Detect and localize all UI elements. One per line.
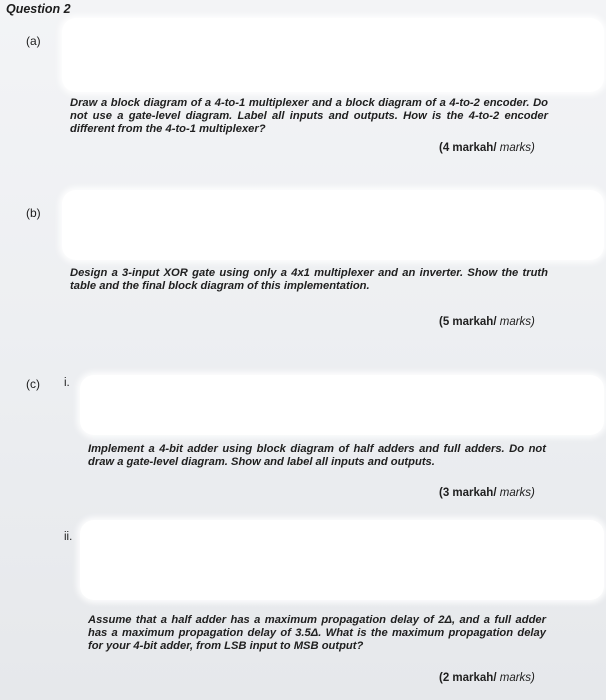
redaction-c-i [80,375,604,435]
part-b-marks-sub: marks) [499,316,535,328]
part-b-question: Design a 3-input XOR gate using only a 4x1 multiplexer and an inverter. Show the truth table and the final block diagram of this implementation. [70,267,548,292]
part-c-ii-label: ii. [64,531,73,543]
part-c-ii-marks [439,672,535,684]
part-c-i-marks-sub: marks) [499,487,535,499]
part-c-i-marks-main: (3 markah/ [439,487,500,499]
part-b-marks [439,316,535,328]
part-c-ii-question: Assume that a half adder has a maximum propagation delay of 2Δ, and a full adder has a maximum propagation delay of 3.5Δ. What is the maximum propagation delay for your 4-bit adder, from LSB input to MSB output? [88,614,546,652]
part-a-label: (a) [26,34,41,48]
part-c-i-label: i. [64,377,70,389]
question-title: Question 2 [6,2,71,16]
part-c-ii-marks-main: (2 markah/ [439,672,500,684]
part-b-label: (b) [26,206,41,220]
redaction-a [62,18,604,92]
part-c-i-question: Implement a 4-bit adder using block diagram of half adders and full adders. Do not draw a gate-level diagram. Show and label all inputs and outputs. [88,443,546,468]
part-c-ii-marks-sub: marks) [499,672,535,684]
redaction-b [62,190,604,260]
part-a-marks-main: (4 markah/ [439,142,500,154]
part-b-marks-main: (5 markah/ [439,316,500,328]
part-a-question: Draw a block diagram of a 4-to-1 multiplexer and a block diagram of a 4-to-2 encoder. Do not use a gate-level diagram. Label all inputs and outputs. How is the 4-to-2 encoder different from the 4-to-1 multiplexer? [70,97,548,135]
part-c-i-marks [439,487,535,499]
part-a-marks-sub: marks) [499,142,535,154]
redaction-c-ii [80,520,604,600]
part-c-label: (c) [26,377,40,391]
part-a-marks [439,142,535,154]
